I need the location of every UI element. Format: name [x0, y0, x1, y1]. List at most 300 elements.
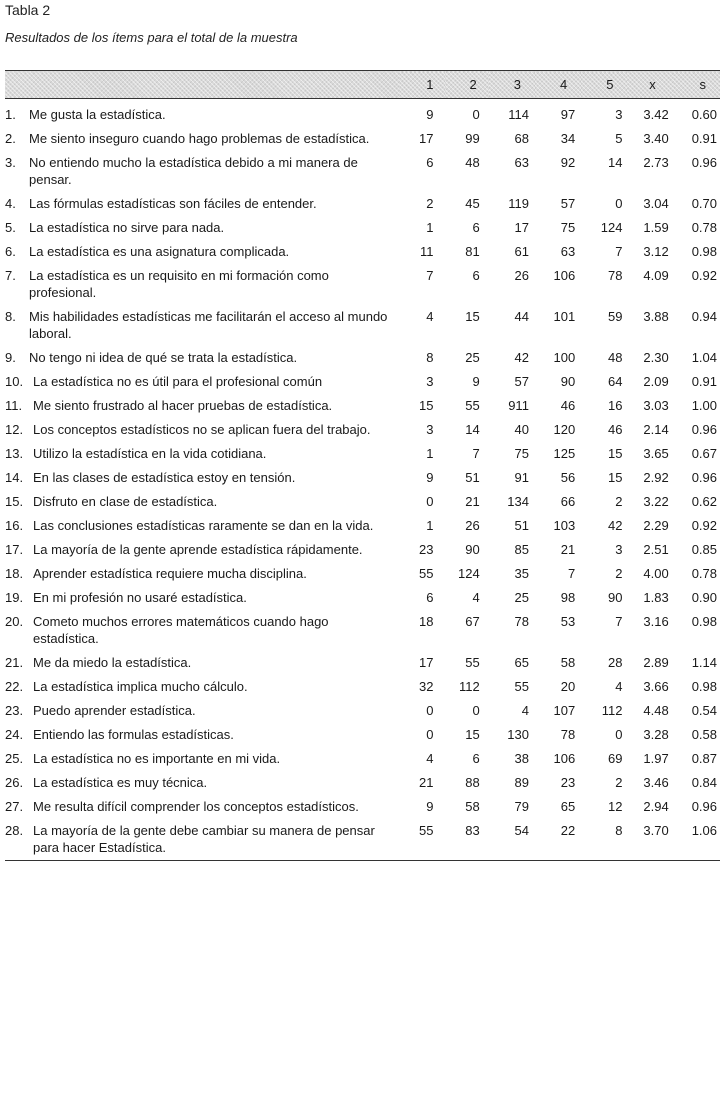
value-cell-1: 6 — [426, 155, 434, 170]
item-number: 26. — [5, 775, 24, 790]
item-cell — [5, 438, 400, 462]
item-cell — [5, 188, 400, 212]
value-cell-2: 7 — [472, 446, 480, 461]
value-cell-5: 2 — [615, 566, 623, 581]
value-cell-1: 9 — [426, 799, 434, 814]
value-cell-2: 88 — [465, 775, 480, 790]
value-cell-sd: 0.54 — [691, 703, 717, 718]
value-cell-2: 67 — [465, 614, 480, 629]
value-cell-mean: 3.04 — [643, 196, 669, 211]
value-cell-4: 22 — [535, 815, 581, 861]
value-cell-4: 56 — [560, 470, 576, 485]
value-cell-mean: 3.65 — [643, 446, 669, 461]
value-cell-sd: 0.91 — [691, 131, 717, 146]
header-row — [5, 71, 720, 99]
value-cell-1: 17 — [418, 655, 434, 670]
item-text: Cometo muchos errores matemáticos cuando hago estadística. — [33, 614, 329, 646]
table-body — [5, 99, 720, 861]
value-cell-3: 26 — [514, 268, 529, 283]
value-cell-4: 106 — [553, 751, 576, 766]
value-cell-1: 1 — [426, 518, 434, 533]
value-cell-2: 112 — [458, 679, 480, 694]
item-number: 4. — [5, 196, 16, 211]
value-cell-1: 0 — [426, 727, 434, 742]
value-cell-5: 7 — [615, 614, 623, 629]
item-number: 8. — [5, 309, 16, 324]
value-cell-1: 3 — [426, 374, 434, 389]
table-row — [5, 260, 720, 301]
item-number: 10. — [5, 374, 24, 389]
value-cell-4: 53 — [560, 614, 576, 629]
value-cell-sd: 0.60 — [691, 107, 717, 122]
item-number: 16. — [5, 518, 24, 533]
item-text: No tengo ni idea de qué se trata la estadística. — [29, 350, 298, 365]
table-row — [5, 486, 720, 510]
value-cell-4: 107 — [553, 703, 576, 718]
value-cell-5: 4 — [615, 679, 623, 694]
table-row — [5, 558, 720, 582]
item-text: Me gusta la estadística. — [29, 107, 166, 122]
item-cell — [5, 534, 400, 558]
item-number: 5. — [5, 220, 16, 235]
value-cell-3: 130 — [507, 727, 529, 742]
table-row — [5, 342, 720, 366]
table-row — [5, 123, 720, 147]
item-text: Me siento inseguro cuando hago problemas de estadística. — [29, 131, 370, 146]
item-number: 24. — [5, 727, 24, 742]
item-text: Disfruto en clase de estadística. — [33, 494, 218, 509]
value-cell-1: 0 — [426, 494, 434, 509]
value-cell-4: 20 — [560, 679, 576, 694]
value-cell-1: 21 — [418, 775, 434, 790]
value-cell-4: 46 — [560, 398, 576, 413]
item-text: No entiendo mucho la estadística debido a mi manera de pensar. — [29, 155, 358, 187]
item-number: 18. — [5, 566, 24, 581]
value-cell-1: 4 — [426, 751, 434, 766]
table-row — [5, 438, 720, 462]
value-cell-1: 1 — [426, 446, 434, 461]
item-number: 6. — [5, 244, 16, 259]
value-cell-mean: 3.28 — [643, 727, 669, 742]
table-row — [5, 510, 720, 534]
value-cell-4: 78 — [560, 727, 576, 742]
value-cell-2: 90 — [465, 542, 480, 557]
value-cell-3: 57 — [514, 374, 529, 389]
value-cell-3: 114 — [508, 107, 529, 122]
value-cell-sd: 0.78 — [691, 566, 717, 581]
value-cell-3: 85 — [514, 542, 529, 557]
item-text: Puedo aprender estadística. — [33, 703, 196, 718]
item-text: La estadística no sirve para nada. — [29, 220, 225, 235]
item-cell — [5, 815, 400, 861]
value-cell-3: 78 — [514, 614, 529, 629]
value-cell-5: 69 — [607, 751, 623, 766]
value-cell-3: 35 — [514, 566, 529, 581]
value-cell-5: 0 — [615, 727, 623, 742]
item-number: 15. — [5, 494, 24, 509]
item-number: 3. — [5, 155, 16, 170]
value-cell-3: 91 — [514, 470, 529, 485]
value-cell-mean: 2.29 — [643, 518, 669, 533]
value-cell-4: 23 — [560, 775, 576, 790]
value-cell-5: 12 — [607, 799, 623, 814]
value-cell-4: 7 — [567, 566, 576, 581]
value-cell-2: 0 — [472, 107, 480, 122]
value-cell-sd: 1.06 — [674, 815, 720, 861]
item-text: Me da miedo la estadística. — [33, 655, 192, 670]
value-cell-sd: 0.96 — [691, 422, 717, 437]
value-cell-5: 3 — [615, 107, 623, 122]
header-label: 4 — [559, 77, 568, 92]
value-cell-sd: 0.94 — [691, 309, 717, 324]
item-number: 21. — [5, 655, 24, 670]
value-cell-5: 46 — [607, 422, 623, 437]
value-cell-3: 55 — [514, 679, 529, 694]
value-cell-2: 0 — [472, 703, 480, 718]
value-cell-2: 55 — [465, 655, 480, 670]
value-cell-sd: 0.84 — [691, 775, 717, 790]
value-cell-mean: 2.51 — [643, 542, 669, 557]
item-number: 27. — [5, 799, 24, 814]
header-column-3 — [489, 71, 535, 99]
table-row — [5, 606, 720, 647]
value-cell-5: 7 — [615, 244, 623, 259]
value-cell-3: 51 — [514, 518, 529, 533]
value-cell-3: 61 — [514, 244, 529, 259]
item-cell — [5, 743, 400, 767]
value-cell-sd: 0.92 — [691, 268, 717, 283]
header-column-4 — [535, 71, 581, 99]
value-cell-mean: 2.92 — [643, 470, 669, 485]
value-cell-3: 42 — [514, 350, 529, 365]
value-cell-2: 9 — [472, 374, 480, 389]
value-cell-3: 911 — [508, 398, 529, 413]
item-cell — [5, 390, 400, 414]
item-text: En mi profesión no usaré estadística. — [33, 590, 247, 605]
value-cell-5: 28 — [607, 655, 623, 670]
item-cell — [5, 301, 400, 342]
value-cell-sd: 0.90 — [691, 590, 717, 605]
value-cell-5: 8 — [581, 815, 627, 861]
value-cell-mean: 3.03 — [643, 398, 669, 413]
item-number: 7. — [5, 268, 16, 283]
value-cell-sd: 1.14 — [691, 655, 717, 670]
value-cell-3: 63 — [514, 155, 529, 170]
value-cell-mean: 3.70 — [627, 815, 673, 861]
value-cell-3: 25 — [514, 590, 529, 605]
value-cell-4: 65 — [560, 799, 576, 814]
value-cell-5: 124 — [600, 220, 623, 235]
item-cell — [5, 366, 400, 390]
value-cell-4: 34 — [560, 131, 576, 146]
value-cell-2: 55 — [465, 398, 480, 413]
value-cell-sd: 0.62 — [691, 494, 717, 509]
value-cell-1: 6 — [426, 590, 434, 605]
item-text: Los conceptos estadísticos no se aplican fuera del trabajo. — [33, 422, 371, 437]
value-cell-1: 9 — [426, 107, 434, 122]
value-cell-mean: 3.12 — [643, 244, 669, 259]
value-cell-3: 134 — [507, 494, 529, 509]
table-row — [5, 815, 720, 861]
value-cell-sd: 0.58 — [691, 727, 717, 742]
item-text: Las fórmulas estadísticas son fáciles de entender. — [29, 196, 317, 211]
value-cell-4: 100 — [553, 350, 576, 365]
value-cell-mean: 2.14 — [643, 422, 669, 437]
item-text: La estadística no es importante en mi vida. — [33, 751, 281, 766]
value-cell-mean: 3.22 — [643, 494, 669, 509]
value-cell-mean: 3.42 — [643, 107, 669, 122]
value-cell-sd: 0.96 — [691, 470, 717, 485]
value-cell-1: 15 — [418, 398, 434, 413]
item-text: Me siento frustrado al hacer pruebas de estadística. — [33, 398, 333, 413]
value-cell-1: 0 — [426, 703, 434, 718]
value-cell-sd: 0.96 — [691, 799, 717, 814]
value-cell-sd: 0.87 — [691, 751, 717, 766]
value-cell-3: 17 — [514, 220, 529, 235]
table-row — [5, 147, 720, 188]
value-cell-mean: 1.59 — [643, 220, 669, 235]
value-cell-mean: 3.16 — [643, 614, 669, 629]
value-cell-1: 32 — [418, 679, 434, 694]
item-cell — [5, 791, 400, 815]
value-cell-1: 55 — [400, 815, 445, 861]
item-text: La estadística no es útil para el profesional común — [33, 374, 323, 389]
value-cell-3: 89 — [514, 775, 529, 790]
value-cell-sd: 0.85 — [691, 542, 717, 557]
value-cell-mean: 2.94 — [643, 799, 669, 814]
item-cell — [5, 147, 400, 188]
value-cell-3: 44 — [514, 309, 529, 324]
value-cell-1: 7 — [426, 268, 434, 283]
table-row — [5, 695, 720, 719]
value-cell-1: 9 — [426, 470, 434, 485]
value-cell-3: 38 — [514, 751, 529, 766]
value-cell-mean: 2.30 — [643, 350, 669, 365]
table-row — [5, 390, 720, 414]
value-cell-1: 3 — [426, 422, 434, 437]
value-cell-4: 58 — [560, 655, 576, 670]
item-cell — [5, 486, 400, 510]
value-cell-2: 58 — [465, 799, 480, 814]
table-header — [5, 71, 720, 99]
item-text: La mayoría de la gente aprende estadística rápidamente. — [33, 542, 363, 557]
item-cell — [5, 558, 400, 582]
value-cell-2: 6 — [472, 751, 480, 766]
item-cell — [5, 671, 400, 695]
item-cell — [5, 123, 400, 147]
value-cell-2: 48 — [465, 155, 480, 170]
item-text: Mis habilidades estadísticas me facilitarán el acceso al mundo laboral. — [29, 309, 388, 341]
value-cell-4: 101 — [553, 309, 576, 324]
table-row — [5, 582, 720, 606]
value-cell-mean: 2.89 — [643, 655, 669, 670]
header-label: 5 — [606, 77, 614, 92]
item-number: 28. — [5, 823, 24, 838]
value-cell-mean: 4.09 — [643, 268, 669, 283]
value-cell-5: 64 — [607, 374, 623, 389]
value-cell-5: 3 — [615, 542, 623, 557]
item-cell — [5, 99, 400, 124]
item-cell — [5, 767, 400, 791]
value-cell-2: 15 — [465, 727, 480, 742]
value-cell-mean: 4.48 — [643, 703, 669, 718]
item-text: Me resulta difícil comprender los conceptos estadísticos. — [33, 799, 359, 814]
table-row — [5, 366, 720, 390]
item-number: 1. — [5, 107, 16, 122]
table-label: Tabla 2 — [5, 2, 51, 18]
item-text: Entiendo las formulas estadísticas. — [33, 727, 234, 742]
value-cell-2: 83 — [445, 815, 488, 861]
value-cell-mean: 1.97 — [643, 751, 669, 766]
item-text: Aprender estadística requiere mucha disciplina. — [33, 566, 307, 581]
header-label: 2 — [469, 77, 477, 92]
item-cell — [5, 719, 400, 743]
item-number: 23. — [5, 703, 24, 718]
header-column-1 — [400, 71, 445, 99]
value-cell-5: 59 — [607, 309, 623, 324]
value-cell-3: 54 — [489, 815, 535, 861]
value-cell-1: 1 — [426, 220, 434, 235]
value-cell-5: 14 — [607, 155, 623, 170]
value-cell-1: 11 — [419, 244, 434, 259]
value-cell-4: 125 — [553, 446, 576, 461]
value-cell-5: 16 — [607, 398, 623, 413]
value-cell-2: 6 — [472, 220, 480, 235]
value-cell-mean: 3.46 — [643, 775, 669, 790]
header-column-5 — [581, 71, 627, 99]
table-row — [5, 767, 720, 791]
value-cell-5: 15 — [607, 470, 623, 485]
value-cell-3: 65 — [514, 655, 529, 670]
value-cell-2: 26 — [465, 518, 480, 533]
item-text: Utilizo la estadística en la vida cotidiana. — [33, 446, 267, 461]
table-row — [5, 647, 720, 671]
header-column-2 — [445, 71, 488, 99]
value-cell-4: 92 — [560, 155, 576, 170]
item-number: 17. — [5, 542, 24, 557]
value-cell-mean: 1.83 — [643, 590, 669, 605]
value-cell-4: 21 — [560, 542, 576, 557]
table-row — [5, 719, 720, 743]
item-cell — [5, 236, 400, 260]
value-cell-2: 4 — [472, 590, 480, 605]
item-number: 14. — [5, 470, 24, 485]
value-cell-3: 119 — [508, 196, 529, 211]
value-cell-mean: 2.73 — [643, 155, 669, 170]
value-cell-mean: 4.00 — [643, 566, 669, 581]
value-cell-sd: 0.92 — [691, 518, 717, 533]
item-cell — [5, 462, 400, 486]
value-cell-3: 40 — [514, 422, 529, 437]
value-cell-4: 120 — [553, 422, 576, 437]
item-cell — [5, 606, 400, 647]
value-cell-4: 57 — [560, 196, 576, 211]
header-label: s — [699, 77, 706, 92]
table-subtitle: Resultados de los ítems para el total de la muestra — [5, 30, 298, 45]
item-text: En las clases de estadística estoy en tensión. — [33, 470, 296, 485]
value-cell-mean: 3.66 — [643, 679, 669, 694]
value-cell-sd: 1.04 — [691, 350, 717, 365]
value-cell-1: 55 — [418, 566, 434, 581]
value-cell-2: 14 — [465, 422, 480, 437]
value-cell-2: 124 — [457, 566, 480, 581]
value-cell-sd: 0.91 — [691, 374, 717, 389]
value-cell-mean: 3.40 — [643, 131, 669, 146]
value-cell-1: 8 — [426, 350, 434, 365]
value-cell-sd: 0.98 — [691, 614, 717, 629]
item-number: 22. — [5, 679, 24, 694]
header-label: 3 — [513, 77, 521, 92]
value-cell-5: 48 — [607, 350, 623, 365]
value-cell-5: 78 — [607, 268, 623, 283]
value-cell-3: 68 — [514, 131, 529, 146]
table-row — [5, 671, 720, 695]
value-cell-5: 2 — [615, 775, 623, 790]
item-number: 2. — [5, 131, 16, 146]
item-number: 12. — [5, 422, 24, 437]
value-cell-5: 0 — [615, 196, 623, 211]
item-cell — [5, 342, 400, 366]
results-table — [5, 70, 720, 861]
value-cell-1: 23 — [418, 542, 434, 557]
value-cell-4: 97 — [560, 107, 576, 122]
value-cell-mean: 3.88 — [643, 309, 669, 324]
table-row — [5, 414, 720, 438]
value-cell-5: 90 — [607, 590, 623, 605]
item-number: 9. — [5, 350, 16, 365]
value-cell-sd: 0.78 — [691, 220, 717, 235]
table-row — [5, 301, 720, 342]
value-cell-4: 106 — [553, 268, 576, 283]
value-cell-sd: 0.98 — [691, 679, 717, 694]
value-cell-1: 4 — [426, 309, 434, 324]
value-cell-4: 63 — [560, 244, 576, 259]
item-number: 11. — [5, 398, 23, 413]
table-row — [5, 212, 720, 236]
item-cell — [5, 510, 400, 534]
value-cell-2: 51 — [465, 470, 480, 485]
table-row — [5, 236, 720, 260]
value-cell-mean: 2.09 — [643, 374, 669, 389]
value-cell-3: 75 — [514, 446, 529, 461]
value-cell-1: 18 — [418, 614, 434, 629]
item-cell — [5, 582, 400, 606]
item-cell — [5, 414, 400, 438]
header-column-mean — [627, 71, 673, 99]
value-cell-4: 98 — [560, 590, 576, 605]
item-text: La estadística es muy técnica. — [33, 775, 208, 790]
table-row — [5, 188, 720, 212]
header-item-column — [5, 71, 400, 99]
table-row — [5, 791, 720, 815]
value-cell-5: 15 — [607, 446, 623, 461]
value-cell-5: 2 — [615, 494, 623, 509]
value-cell-5: 112 — [601, 703, 623, 718]
item-cell — [5, 695, 400, 719]
header-label: 1 — [426, 77, 434, 92]
value-cell-5: 42 — [607, 518, 623, 533]
value-cell-2: 6 — [472, 268, 480, 283]
table-row — [5, 462, 720, 486]
item-text: La estadística es una asignatura complicada. — [29, 244, 290, 259]
table-row — [5, 99, 720, 124]
item-text: Las conclusiones estadísticas raramente se dan en la vida. — [33, 518, 374, 533]
value-cell-4: 90 — [560, 374, 576, 389]
item-cell — [5, 260, 400, 301]
item-number: 19. — [5, 590, 24, 605]
value-cell-2: 25 — [465, 350, 480, 365]
item-number: 20. — [5, 614, 24, 629]
